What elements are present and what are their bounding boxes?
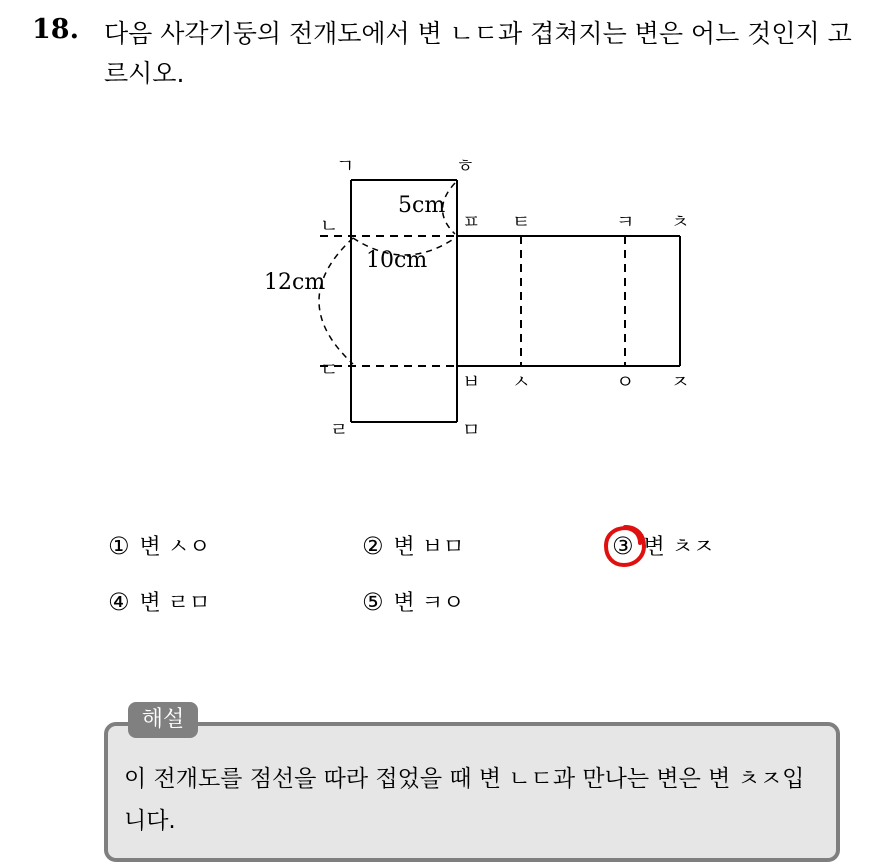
choice-text: 변 ㄹㅁ [139, 591, 211, 616]
label-h: ㅎ [456, 155, 475, 177]
choice-text: 변 ㅅㅇ [139, 535, 211, 560]
choice-number: ④ [108, 587, 130, 616]
choice-text: 변 ㅋㅇ [393, 591, 465, 616]
arc-12cm [319, 238, 353, 364]
vertex-labels [320, 155, 689, 441]
dimension-labels [264, 193, 445, 295]
label-k: ㅋ [616, 211, 635, 233]
label-t: ㅌ [512, 211, 531, 233]
dim-12cm: 12cm [264, 270, 326, 295]
choice-2[interactable] [362, 530, 464, 561]
choice-number: ⑤ [362, 587, 384, 616]
label-o: ㅇ [616, 371, 635, 393]
label-n: ㄴ [320, 215, 339, 237]
choice-number-marked: ③ [612, 532, 634, 560]
dim-10cm: 10cm [366, 248, 428, 273]
choice-text: 변 ㅂㅁ [393, 535, 465, 560]
choice-text: 변 ㅊㅈ [643, 535, 715, 560]
choice-number: ① [108, 531, 130, 560]
label-p: ㅍ [462, 211, 481, 233]
choice-number: ② [362, 531, 384, 560]
dim-5cm: 5cm [398, 193, 446, 218]
label-r: ㄹ [330, 419, 349, 441]
solution-text: 이 전개도를 점선을 따라 접었을 때 변 ㄴㄷ과 만나는 변은 변 ㅊㅈ입니다. [124, 766, 805, 834]
solution-tag: 해설 [128, 702, 198, 738]
prism-net-figure [250, 150, 720, 450]
choice-1[interactable] [108, 530, 210, 561]
label-d: ㄷ [320, 359, 339, 381]
label-g: ㄱ [336, 155, 355, 177]
question-text: 다음 사각기둥의 전개도에서 변 ㄴㄷ과 겹쳐지는 변은 어느 것인지 고르시오. [104, 19, 852, 88]
label-m: ㅁ [462, 419, 481, 441]
label-ch-top: ㅊ [671, 211, 690, 233]
question-number: 18. [32, 14, 79, 45]
label-j: ㅈ [671, 371, 690, 393]
choice-4[interactable] [108, 586, 210, 617]
label-s: ㅅ [512, 371, 531, 393]
choice-3[interactable] [612, 530, 714, 561]
choice-5[interactable] [362, 586, 464, 617]
label-b: ㅂ [462, 371, 481, 393]
